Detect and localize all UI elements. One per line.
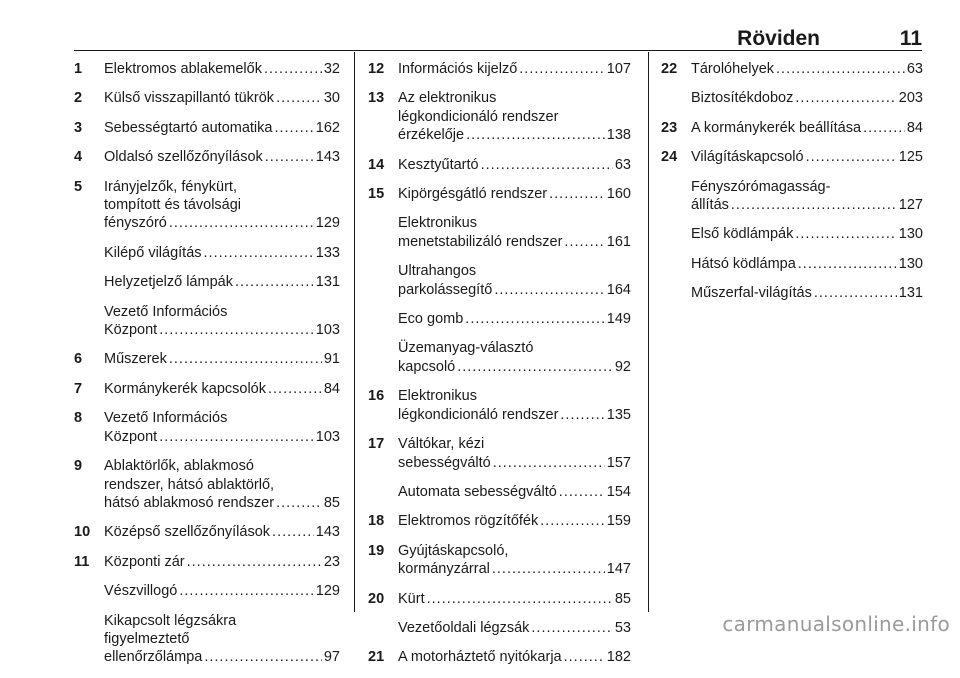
entry-last-line (398, 648, 631, 666)
dot-leader (519, 60, 605, 78)
page-reference[interactable]: 53 (614, 619, 631, 636)
entry-last-line (398, 281, 631, 299)
entry-last-line (691, 60, 923, 78)
entry-label: légkondicionáló rendszer (398, 406, 559, 423)
entry-label: fényszóró (104, 215, 167, 232)
page-reference[interactable]: 32 (323, 61, 340, 77)
dot-leader (204, 244, 314, 262)
entry-label: Elektromos rögzítőfék (398, 513, 539, 530)
entry-label: Hátsó ködlámpa (691, 255, 796, 272)
entry-last-line (104, 244, 340, 262)
index-entry[interactable] (368, 310, 631, 328)
entry-label: menetstabilizáló rendszer (398, 233, 563, 250)
page-reference[interactable]: 91 (323, 351, 340, 368)
index-entry[interactable] (368, 214, 631, 251)
index-entry[interactable] (368, 590, 631, 608)
index-entry[interactable] (74, 89, 340, 107)
page-reference[interactable]: 131 (898, 285, 923, 302)
index-entry[interactable] (368, 339, 631, 376)
entry-last-line (398, 60, 631, 78)
item-number: 8 (74, 410, 83, 427)
index-column-1 (74, 60, 340, 678)
index-entry[interactable] (661, 225, 923, 243)
item-number: 16 (368, 388, 385, 405)
entry-last-line (398, 233, 631, 251)
dot-leader (187, 553, 322, 571)
index-entry[interactable] (661, 148, 923, 166)
item-number: 19 (368, 542, 385, 559)
page-reference[interactable]: 147 (606, 561, 631, 578)
entry-last-line (104, 582, 340, 600)
page-reference[interactable]: 85 (614, 590, 631, 607)
page-reference[interactable]: 130 (898, 255, 923, 272)
entry-last-line (691, 196, 923, 214)
dot-leader (531, 619, 612, 637)
entry-label: kormányzárral (398, 561, 490, 578)
entry-text-line: légkondicionáló rendszer (398, 108, 559, 125)
dot-leader (272, 523, 314, 541)
index-entry[interactable] (74, 60, 340, 78)
index-entry[interactable] (74, 273, 340, 291)
entry-label: hátsó ablakmosó rendszer (104, 494, 275, 511)
entry-text-line: figyelmeztető (104, 630, 190, 647)
item-number: 9 (74, 458, 83, 475)
index-entry[interactable] (74, 380, 340, 398)
index-entry[interactable] (368, 619, 631, 637)
entry-last-line (691, 255, 923, 273)
index-entry[interactable] (74, 457, 340, 512)
entry-text-line: Az elektronikus (398, 90, 497, 107)
dot-leader (274, 119, 313, 137)
entry-text-line: Váltókar, kézi (398, 436, 485, 453)
dot-leader (159, 321, 314, 339)
dot-leader (276, 494, 322, 512)
entry-last-line (398, 310, 631, 328)
dot-leader (466, 126, 605, 144)
dot-leader (564, 648, 605, 666)
dot-leader (493, 454, 605, 472)
entry-label: A kormánykerék beállítása (691, 119, 862, 136)
dot-leader (863, 119, 905, 137)
entry-text-line: Vezető Információs (104, 410, 228, 427)
entry-label: sebességváltó (398, 454, 491, 471)
index-entry[interactable] (368, 89, 631, 144)
page-reference[interactable]: 92 (614, 358, 631, 375)
page-reference[interactable]: 133 (315, 244, 340, 261)
index-entry[interactable] (368, 483, 631, 501)
entry-label: Központi zár (104, 553, 185, 570)
page-reference[interactable]: 203 (898, 90, 923, 107)
index-entry[interactable] (368, 387, 631, 424)
entry-last-line (398, 560, 631, 578)
entry-last-line (104, 119, 340, 137)
entry-label: Eco gomb (398, 311, 464, 328)
page-reference[interactable]: 129 (315, 215, 340, 232)
index-entry[interactable] (74, 409, 340, 446)
entry-last-line (691, 225, 923, 243)
item-number: 3 (74, 119, 83, 136)
entry-label: állítás (691, 197, 729, 214)
index-entry[interactable] (368, 60, 631, 78)
index-entry[interactable] (368, 156, 631, 174)
page-reference[interactable]: 63 (906, 61, 923, 77)
item-number: 2 (74, 90, 83, 107)
entry-label: Kormánykerék kapcsolók (104, 380, 266, 397)
index-entry[interactable] (74, 523, 340, 541)
dot-leader (795, 225, 896, 243)
entry-label: kapcsoló (398, 358, 456, 375)
index-entry[interactable] (661, 119, 923, 137)
entry-last-line (104, 523, 340, 541)
entry-label: Vészvillogó (104, 583, 178, 600)
index-entry[interactable] (368, 262, 631, 299)
page-reference[interactable]: 129 (315, 583, 340, 600)
item-number: 7 (74, 380, 83, 397)
entry-last-line (104, 321, 340, 339)
dot-leader (798, 255, 897, 273)
page-reference[interactable]: 143 (315, 149, 340, 166)
entry-label: Első ködlámpák (691, 226, 794, 243)
entry-last-line (104, 60, 340, 78)
item-number: 14 (368, 156, 385, 173)
entry-last-line (104, 148, 340, 166)
entry-text-line: Ablaktörlők, ablakmosó (104, 458, 254, 475)
index-entry[interactable] (74, 303, 340, 340)
item-number: 24 (661, 149, 678, 166)
dot-leader (427, 590, 613, 608)
dot-leader (549, 185, 605, 203)
entry-label: Központ (104, 322, 158, 339)
dot-leader (265, 148, 314, 166)
page-reference[interactable]: 125 (898, 149, 923, 166)
entry-text-line: Vezető Információs (104, 303, 228, 320)
dot-leader (457, 358, 613, 376)
page-header (0, 0, 960, 52)
entry-label: Helyzetjelző lámpák (104, 274, 233, 291)
page-reference[interactable]: 135 (606, 406, 631, 423)
page-reference[interactable]: 84 (906, 119, 923, 136)
entry-text-line: rendszer, hátsó ablaktörlő, (104, 476, 275, 493)
item-number: 18 (368, 513, 385, 530)
entry-label: ellenőrzőlámpa (104, 649, 203, 666)
page-reference[interactable]: 97 (323, 649, 340, 666)
dot-leader (268, 380, 322, 398)
dot-leader (814, 284, 897, 302)
item-number: 1 (74, 61, 83, 77)
page-reference[interactable]: 103 (315, 428, 340, 445)
index-entry[interactable] (368, 512, 631, 530)
entry-label: Középső szellőzőnyílások (104, 524, 271, 541)
dot-leader (276, 89, 322, 107)
entry-last-line (398, 619, 631, 637)
entry-last-line (104, 89, 340, 107)
entry-last-line (691, 89, 923, 107)
entry-last-line (104, 214, 340, 232)
entry-last-line (398, 126, 631, 144)
entry-text-line: Kikapcsolt légzsákra (104, 612, 237, 629)
entry-last-line (398, 358, 631, 376)
entry-last-line (691, 119, 923, 137)
dot-leader (492, 560, 605, 578)
entry-label: A motorháztető nyitókarja (398, 649, 562, 666)
dot-leader (264, 60, 322, 78)
entry-last-line (398, 406, 631, 424)
index-entry[interactable] (661, 284, 923, 302)
page-reference[interactable]: 131 (315, 274, 340, 291)
entry-last-line (104, 380, 340, 398)
item-number: 5 (74, 178, 83, 195)
page-reference[interactable]: 63 (614, 156, 631, 173)
entry-label: Információs kijelző (398, 61, 518, 77)
dot-leader (179, 582, 313, 600)
entry-label: Kilépő világítás (104, 244, 202, 261)
entry-text-line: Üzemanyag-választó (398, 340, 534, 357)
entry-last-line (398, 454, 631, 472)
item-number: 12 (368, 61, 385, 77)
entry-last-line (398, 512, 631, 530)
dot-leader (564, 233, 604, 251)
page-reference[interactable]: 154 (606, 483, 631, 500)
entry-last-line (104, 553, 340, 571)
index-entry[interactable] (368, 648, 631, 666)
entry-text-line: Gyújtáskapcsoló, (398, 542, 509, 559)
header-rule (74, 50, 922, 51)
entry-label: Elektromos ablakemelők (104, 61, 262, 77)
entry-last-line (691, 284, 923, 302)
entry-text-line: Elektronikus (398, 215, 477, 232)
dot-leader (481, 156, 613, 174)
index-entry[interactable] (74, 148, 340, 166)
index-entry[interactable] (74, 553, 340, 571)
index-entry[interactable] (368, 542, 631, 579)
page-reference[interactable]: 23 (323, 553, 340, 570)
watermark-text: carmanualsonline.info (722, 612, 950, 636)
dot-leader (204, 648, 322, 666)
entry-label: Központ (104, 428, 158, 445)
entry-label: Kürt (398, 590, 425, 607)
item-number: 22 (661, 61, 678, 77)
item-number: 20 (368, 590, 385, 607)
page-title: Röviden (737, 27, 820, 50)
item-number: 11 (74, 553, 90, 570)
index-column-2 (368, 60, 631, 678)
entry-label: Műszerfal-világítás (691, 285, 812, 302)
page-reference[interactable]: 84 (323, 380, 340, 397)
page-reference[interactable]: 149 (606, 311, 631, 328)
entry-text-line: Elektronikus (398, 388, 477, 405)
dot-leader (795, 89, 896, 107)
entry-last-line (398, 185, 631, 203)
index-entry[interactable] (368, 435, 631, 472)
index-entry[interactable] (661, 60, 923, 78)
page-reference[interactable]: 159 (606, 513, 631, 530)
index-entry[interactable] (74, 244, 340, 262)
entry-label: érzékelője (398, 127, 465, 144)
item-number: 13 (368, 90, 385, 107)
entry-label: Kipörgésgátló rendszer (398, 186, 548, 203)
page-reference[interactable]: 164 (606, 281, 631, 298)
page-reference[interactable]: 130 (898, 226, 923, 243)
page-reference[interactable]: 107 (606, 61, 631, 77)
entry-label: Tárolóhelyek (691, 61, 775, 77)
page-reference[interactable]: 162 (315, 119, 340, 136)
entry-last-line (104, 350, 340, 368)
item-number: 10 (74, 524, 91, 541)
dot-leader (169, 350, 322, 368)
index-entry[interactable] (661, 255, 923, 273)
entry-label: Vezetőoldali légzsák (398, 619, 530, 636)
page-reference[interactable]: 161 (606, 233, 631, 250)
page-reference[interactable]: 138 (606, 127, 631, 144)
page-reference[interactable]: 103 (315, 322, 340, 339)
item-number: 17 (368, 436, 385, 453)
page-reference[interactable]: 127 (898, 197, 923, 214)
item-number: 15 (368, 186, 385, 203)
dot-leader (465, 310, 605, 328)
entry-label: Világításkapcsoló (691, 149, 804, 166)
entry-last-line (104, 494, 340, 512)
page-reference[interactable]: 157 (606, 454, 631, 471)
dot-leader (494, 281, 604, 299)
item-number: 4 (74, 149, 83, 166)
entry-label: Automata sebességváltó (398, 483, 557, 500)
page-number: 11 (899, 27, 922, 50)
entry-text-line: Fényszórómagasság- (691, 178, 831, 195)
entry-label: Sebességtartó automatika (104, 119, 273, 136)
dot-leader (159, 428, 314, 446)
entry-label: Kesztyűtartó (398, 156, 479, 173)
entry-last-line (398, 483, 631, 501)
dot-leader (559, 483, 605, 501)
page-reference[interactable]: 30 (323, 90, 340, 107)
entry-text-line: Irányjelzők, fénykürt, (104, 178, 237, 195)
page-reference[interactable]: 160 (606, 186, 631, 203)
index-entry[interactable] (74, 119, 340, 137)
page-reference[interactable]: 143 (315, 524, 340, 541)
page-reference[interactable]: 85 (323, 494, 340, 511)
dot-leader (731, 196, 897, 214)
dot-leader (560, 406, 604, 424)
item-number: 21 (368, 649, 385, 666)
index-entry[interactable] (661, 178, 923, 215)
index-column-3 (661, 60, 923, 314)
index-entry[interactable] (74, 612, 340, 667)
dot-leader (806, 148, 897, 166)
item-number: 23 (661, 119, 678, 136)
entry-last-line (104, 273, 340, 291)
index-entry[interactable] (74, 350, 340, 368)
entry-label: Külső visszapillantó tükrök (104, 90, 275, 107)
entry-last-line (104, 428, 340, 446)
index-entry[interactable] (661, 89, 923, 107)
entry-text-line: Ultrahangos (398, 263, 477, 280)
entry-label: Oldalsó szellőzőnyílások (104, 149, 263, 166)
entry-text-line: tompított és távolsági (104, 197, 242, 214)
entry-last-line (398, 156, 631, 174)
dot-leader (169, 214, 314, 232)
column-divider-2 (648, 52, 649, 612)
dot-leader (540, 512, 605, 530)
dot-leader (235, 273, 314, 291)
item-number: 6 (74, 351, 83, 368)
index-entry[interactable] (74, 582, 340, 600)
entry-last-line (398, 590, 631, 608)
entry-label: Biztosítékdoboz (691, 90, 794, 107)
entry-label: Műszerek (104, 351, 167, 368)
dot-leader (776, 60, 905, 78)
index-entry[interactable] (368, 185, 631, 203)
column-divider-1 (354, 52, 355, 612)
entry-label: parkolássegítő (398, 281, 493, 298)
index-entry[interactable] (74, 178, 340, 233)
page-reference[interactable]: 182 (606, 649, 631, 666)
entry-last-line (104, 648, 340, 666)
entry-last-line (691, 148, 923, 166)
